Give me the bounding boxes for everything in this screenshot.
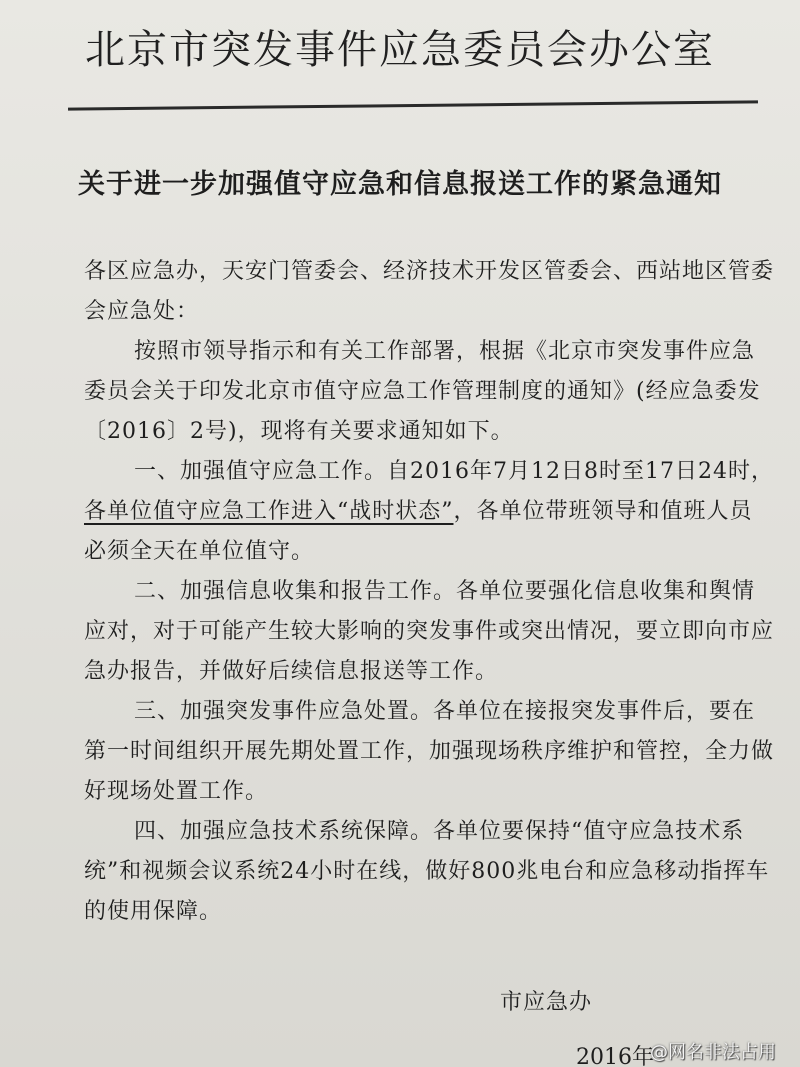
item-2-paragraph: 二、加强信息收集和报告工作。各单位要强化信息收集和舆情应对，对于可能产生较大影响的突发事件或突出情况，要立即向市应急办报告，并做好后续信息报送等工作。 — [84, 579, 775, 684]
item-3-paragraph: 三、加强突发事件应急处置。各单位在接报突发事件后，要在第一时间组织开展先期处置工作，加强现场秩序维护和管控，全力做好现场处置工作。 — [84, 699, 775, 804]
date-partial: 2016年 — [576, 1045, 654, 1067]
item-1-text-before: 一、加强值守应急工作。自2016年7月12日8时至17日24时， — [134, 459, 774, 484]
header-divider — [68, 100, 758, 110]
signature: 市应急办 — [500, 990, 593, 1015]
item-1-paragraph — [84, 452, 774, 572]
intro-paragraph: 按照市领导指示和有关工作部署，根据《北京市突发事件应急委员会关于印发北京市值守应急工作管理制度的通知》(经应急委发〔2016〕2号)，现将有关要求通知如下。 — [84, 339, 761, 444]
item-4-paragraph: 四、加强应急技术系统保障。各单位要保持“值守应急技术系统”和视频会议系统24小时在线，做好800兆电台和应急移动指挥车的使用保障。 — [84, 819, 770, 924]
item-1-text-after: ，各单位带班领导和值班人员必须全天在单位值守。 — [84, 499, 753, 564]
recipients-line: 各区应急办，天安门管委会、经济技术开发区管委会、西站地区管委会应急处： — [84, 259, 775, 324]
item-1-underlined-text: 各单位值守应急工作进入“战时状态” — [84, 499, 454, 524]
document-body — [84, 252, 774, 932]
document-title: 关于进一步加强值守应急和信息报送工作的紧急通知 — [78, 169, 722, 200]
watermark: @网名非法占用 — [650, 1042, 776, 1063]
organization-header: 北京市突发事件应急委员会办公室 — [85, 27, 715, 73]
